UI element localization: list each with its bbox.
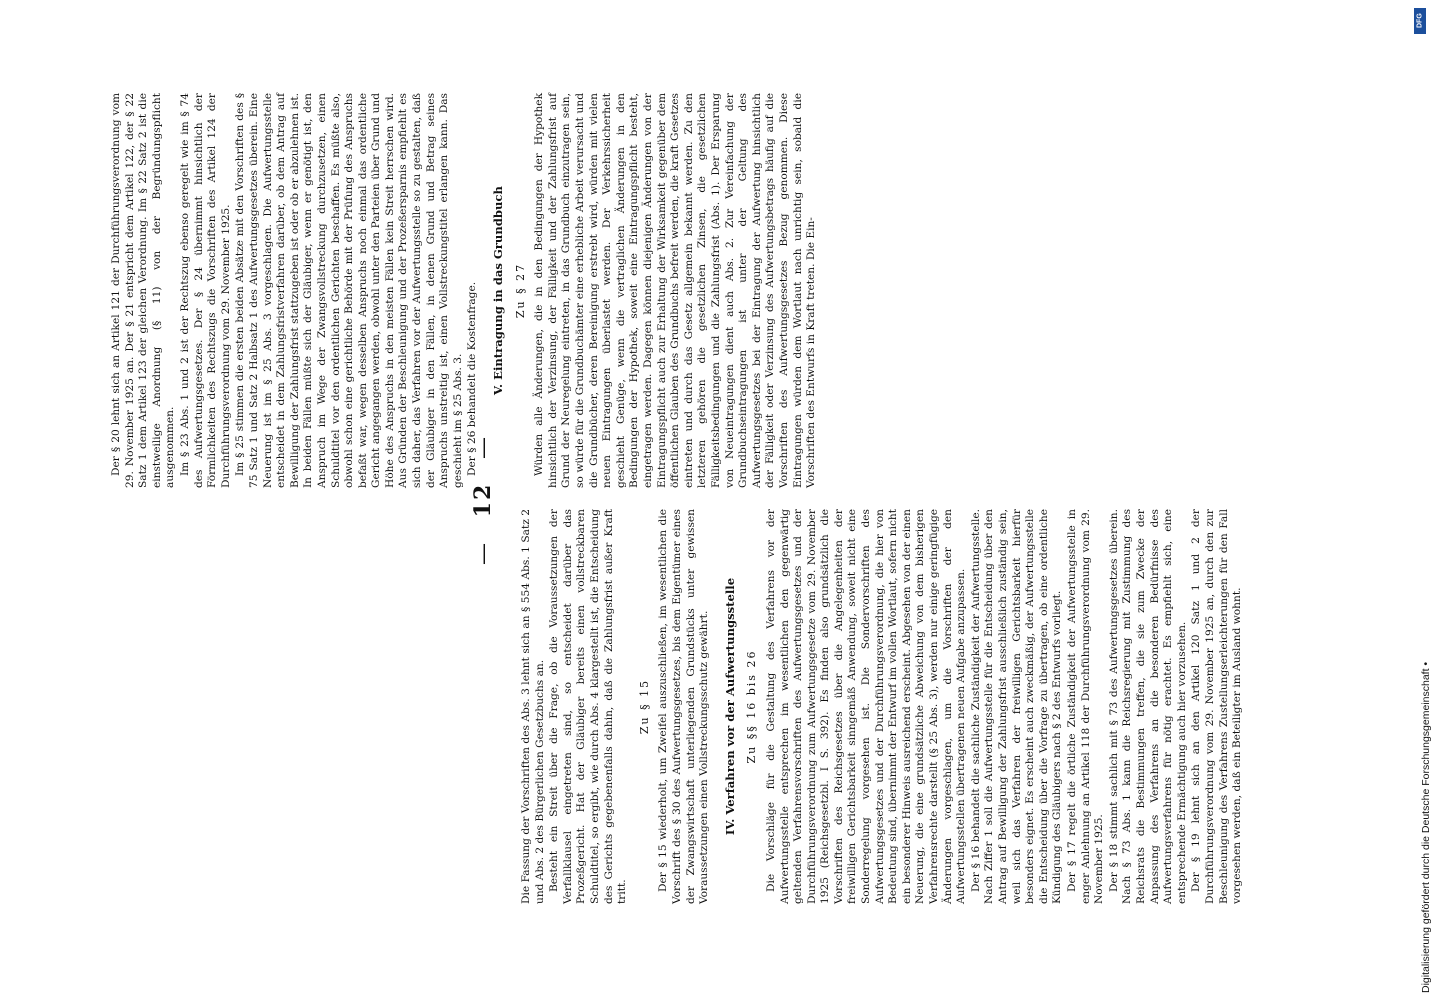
credit-text: Digitalisierung gefördert durch die Deutsche Forschungsgemeinschaft • (1420, 661, 1432, 993)
subsection-heading: Zu §§ 16 bis 26 (745, 649, 759, 764)
page-number: 12 (470, 482, 496, 518)
paragraph: Der § 16 behandelt die sachliche Zuständigkeit der Aufwertungsstelle. Nach Ziffer 1 soll die Aufwertungsstelle für die Entscheidung über den Antrag auf Bewilligung der Zahlungsfrist ausschließlich zuständig sein, weil sich das Verfahren der freiwilligen Gerichtsbarkeit hierfür besonders eignet. Es erscheint auch zweckmäßig, der Aufwertungsstelle die Entscheidung über die Vorfrage zu übertragen, ob eine ordentliche Kündigung des Gläubigers nach § 2 des Entwurfs vorliegt. (969, 509, 1064, 904)
digitization-credit (1412, 8, 1432, 993)
paragraph: Im § 25 stimmen die ersten beiden Absätze mit den Vorschriften des § 75 Satz 1 und Satz 2 Halbsatz 1 des Aufwertungsgesetzes überein. Eine Neuerung ist im § 25 Abs. 3 vorgeschlagen. Die Aufwertungsstelle entscheidet in dem Zahlungsfristverfahren darüber, ob dem Antrag auf Bewilligung der Zahlungsfrist stattzugeben ist oder ob er abzulehnen ist. In beiden Fällen müßte sich der Gläubiger, wenn er genötigt ist, den Anspruch im Wege der Zwangsvollstreckung durchzusetzen, einen Schuldtitel vor den ordentlichen Gerichten beschaffen. Es müßte also, obwohl schon eine gerichtliche Behörde mit der Prüfung des Anspruchs befaßt war, wegen desselben Anspruchs noch einmal das ordentliche Gericht angegangen werden, obwohl unter den Parteien über Grund und Höhe des Anspruchs in den meisten Fällen kein Streit herrschen wird. Aus Gründen der Beschleunigung und der Prozeßersparnis empfiehlt es sich daher, das Verfahren vor der Aufwertungsstelle so zu gestalten, daß der Gläubiger in den Fällen, in denen Grund und Betrag seines Anspruchs unstreitig ist, einen Vollstreckungstitel erlangen kann. Das geschieht im § 25 Abs. 3. (234, 93, 464, 488)
paragraph: Der § 19 lehnt sich an den Artikel 120 Satz 1 und 2 der Durchführungsverordnung vom 29. November 1925 an, durch den zur Beschleunigung des Verfahrens Zustellungserleichterungen für den Fall vorgesehen werden, daß ein Beteiligter im Ausland wohnt. (1190, 509, 1244, 904)
right-text-column (110, 93, 820, 488)
header-dash-right: — (471, 435, 496, 460)
paragraph: Der § 20 lehnt sich an Artikel 121 der Durchführungsverordnung vom 29. November 1925 an. Der § 21 entspricht dem Artikel 122, der § 22 Satz 1 dem Artikel 123 der gleichen Verordnung. Im § 22 Satz 2 ist die einstweilige Anordnung (§ 11) von der Begründungspflicht ausgenommen. (110, 93, 177, 488)
paragraph: Besteht ein Streit über die Frage, ob die Voraussetzungen der Verfallklausel eingetreten sind, so entscheidet darüber das Prozeßgericht. Hat der Gläubiger bereits einen vollstreckbaren Schuldtitel, so ergibt, wie durch Abs. 4 klargestellt ist, die Entscheidung des Gerichts gegebenenfalls dahin, daß die Zahlungsfrist außer Kraft tritt. (548, 509, 629, 904)
subsection-heading: Zu § 15 (637, 678, 651, 735)
dfg-logo: DFG (1414, 8, 1426, 34)
paragraph: Der § 15 wiederholt, um Zweifel auszuschließen, im wesentlichen die Vorschrift des § 30 des Aufwertungsgesetzes, bis dem Eigentümer eines der Zwangswirtschaft unterliegenden Grundstücks unter gewissen Voraussetzungen einen Vollstreckungsschutz gewährt. (657, 509, 711, 904)
header-dash-left: — (471, 540, 496, 565)
paragraph: Der § 26 behandelt die Kostenfrage. (466, 281, 479, 476)
section-heading: V. Eintragung in das Grundbuch (491, 186, 506, 395)
paragraph: Würden alle Änderungen, die in den Bedingungen der Hypothek hinsichtlich der Verzinsung, der Fälligkeit und der Zahlungsfrist auf Grund der Neuregelung eintreten, in das Grundbuch einzutragen sein, so würde für die Grundbuchämter eine erhebliche Arbeit verursacht und die Grundbücher, deren Bereinigung erstrebt wird, würden mit vielen neuen Eintragungen überlastet werden. Der Verkehrssicherheit geschieht Genüge, wenn die vertraglichen Änderungen in den Bedingungen der Hypothek, soweit eine Eintragungspflicht besteht, eingetragen werden. Dagegen können diejenigen Änderungen von der Eintragungspflicht auch zur Erhaltung der Wirksamkeit gegenüber dem öffentlichen Glauben des Grundbuchs befreit werden, die kraft Gesetzes eintreten und durch das Gesetz allgemein bekannt werden. Zu den letzteren gehören die gesetzlichen Zinsen, die gesetzlichen Fälligkeitsbedingungen und die Zahlungsfrist (Abs. 1). Der Ersparung von Neueintragungen dient auch Abs. 2. Zur Vereinfachung der Grundbuchseintragungen ist unter der Geltung des Aufwertungsgesetzes bei der Eintragung der Aufwertung hinsichtlich der Fälligkeit oder Verzinsung des Aufwertungsbetrags häufig auf die Vorschriften des Aufwertungsgesetzes Bezug genommen. Diese Eintragungen würden dem Wortlaut nach unrichtig sein, sobald die Vorschriften des Entwurfs in Kraft treten. Die Ein- (533, 93, 818, 488)
paragraph: Im § 23 Abs. 1 und 2 ist der Rechtszug ebenso geregelt wie im § 74 des Aufwertungsgesetzes. Der § 24 übernimmt hinsichtlich der Förmlichkeiten des Rechtszugs die Vorschriften des Artikel 124 der Durchführungsverordnung vom 29. November 1925. (178, 93, 232, 488)
paragraph: Die Fassung der Vorschriften des Abs. 3 lehnt sich an § 554 Abs. 1 Satz 2 und Abs. 2 des Bürgerlichen Gesetzbuchs an. (520, 509, 546, 904)
section-heading: IV. Verfahren vor der Aufwertungsstelle (722, 577, 737, 836)
paragraph: Die Vorschläge für die Gestaltung des Verfahrens vor der Aufwertungsstelle entsprechen im wesentlichen den gegenwärtig geltenden Verfahrensvorschriften des Aufwertungsgesetzes und der Durchführungsverordnung zum Aufwertungsgesetze vom 29. November 1925 (Reichsgesetzbl. I S. 392). Es finden also grundsätzlich die Vorschriften des Reichsgesetzes über die Angelegenheiten der freiwilligen Gerichtsbarkeit sinngemäß Anwendung, soweit nicht eine Sonderregelung vorgesehen ist. Die Sondervorschriften des Aufwertungsgesetzes und der Durchführungsverordnung, die hier von Bedeutung sind, übernimmt der Entwurf im vollen Wortlaut, sofern nicht ein besonderer Hinweis ausreichend erscheint. Abgesehen von der einen Neuerung, die eine grundsätzliche Abweichung von dem bisherigen Verfahrensrechte darstellt (§ 25 Abs. 3), werden nur einige geringfügige Änderungen vorgeschlagen, um die Vorschriften der den Aufwertungsstellen übertragenen neuen Aufgabe anzupassen. (764, 509, 968, 904)
subsection-heading: Zu § 27 (513, 262, 527, 319)
paragraph: Der § 17 regelt die örtliche Zuständigkeit der Aufwertungsstelle in enger Anlehnung an Artikel 118 der Durchführungsverordnung vom 29. November 1925. (1065, 509, 1106, 904)
paragraph: Der § 18 stimmt sachlich mit § 73 des Aufwertungsgesetzes überein. Nach § 73 Abs. 1 kann die Reichsregierung mit Zustimmung des Reichsrats die Bestimmungen treffen, die sie zum Zwecke der Anpassung des Verfahrens an die besonderen Bedürfnisse des Aufwertungsverfahrens für nötig erachtet. Es empfiehlt sich, eine entsprechende Ermächtigung auch hier vorzusehen. (1107, 509, 1188, 904)
left-text-column (520, 509, 1246, 904)
